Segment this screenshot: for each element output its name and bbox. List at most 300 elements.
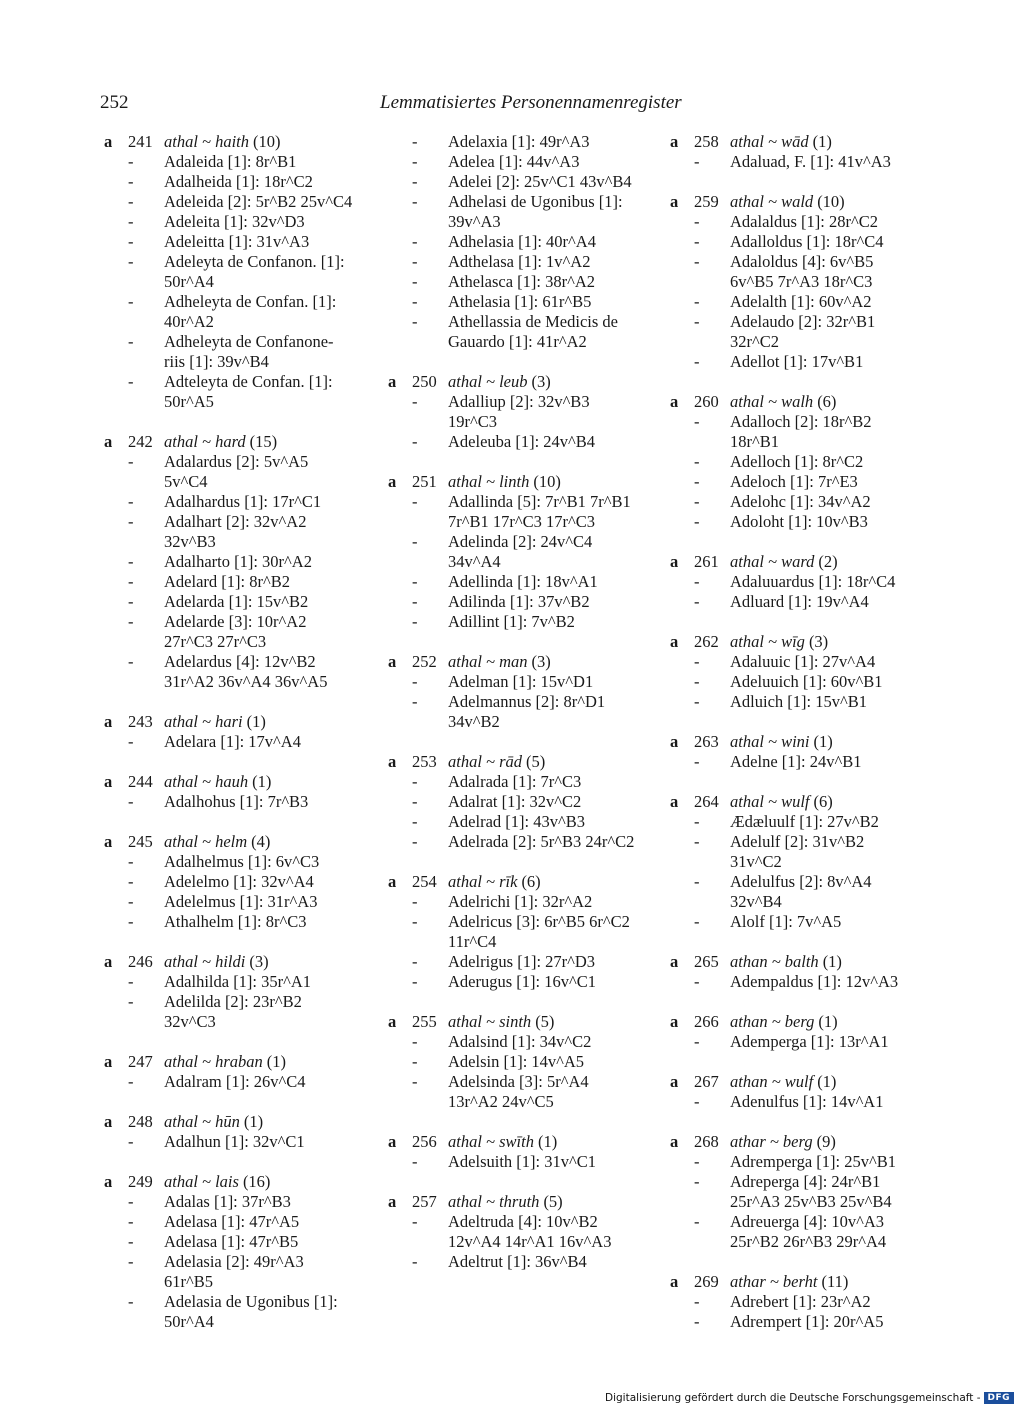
form-text: Adhelasi de Ugonibus [1]: 39v^A3 — [448, 192, 623, 231]
entry-number: 266 — [694, 1012, 719, 1031]
entry-mark: a — [670, 792, 679, 811]
name-form — [388, 792, 638, 812]
form-text: Alolf [1]: 7v^A5 — [730, 912, 842, 931]
entry-number: 250 — [412, 372, 437, 391]
form-dash: - — [694, 1092, 700, 1111]
form-text: Adilinda [1]: 37v^B2 — [448, 592, 590, 611]
form-dash: - — [128, 1252, 134, 1271]
entry-heading — [104, 952, 354, 972]
form-text: Adalloldus [1]: 18r^C4 — [730, 232, 884, 251]
name-form — [670, 232, 920, 252]
index-entry — [104, 1172, 354, 1332]
form-dash: - — [694, 152, 700, 171]
entry-heading — [670, 1272, 920, 1292]
entry-count: (1) — [246, 712, 266, 731]
entry-lemma: athal ~ walh — [730, 392, 814, 411]
form-dash: - — [694, 872, 700, 891]
form-text: Adheleyta de Confan. [1]: 40r^A2 — [164, 292, 337, 331]
form-dash: - — [128, 152, 134, 171]
entry-count: (10) — [253, 132, 281, 151]
index-entry — [670, 552, 920, 612]
index-entry — [670, 792, 920, 932]
index-entry — [388, 872, 638, 992]
entry-number: 255 — [412, 1012, 437, 1031]
form-text: Adillint [1]: 7v^B2 — [448, 612, 575, 631]
form-text: Adelelmus [1]: 31r^A3 — [164, 892, 318, 911]
form-dash: - — [128, 852, 134, 871]
form-dash: - — [694, 1172, 700, 1191]
form-dash: - — [694, 512, 700, 531]
entry-mark: a — [388, 652, 397, 671]
name-form — [670, 692, 920, 712]
entry-heading — [670, 392, 920, 412]
entry-heading — [104, 1112, 354, 1132]
entry-number: 246 — [128, 952, 153, 971]
entry-count: (1) — [822, 952, 842, 971]
name-form — [670, 832, 920, 872]
form-dash: - — [694, 652, 700, 671]
name-form — [104, 372, 354, 412]
name-form — [388, 612, 638, 632]
index-entry — [670, 1012, 920, 1052]
form-text: Adrebert [1]: 23r^A2 — [730, 1292, 871, 1311]
name-form — [104, 872, 354, 892]
form-dash: - — [412, 1072, 418, 1091]
name-form — [388, 252, 638, 272]
entry-count: (5) — [543, 1192, 563, 1211]
index-entry — [104, 772, 354, 812]
entry-lemma: athal ~ wini — [730, 732, 810, 751]
form-text: Adalheida [1]: 18r^C2 — [164, 172, 313, 191]
form-dash: - — [128, 972, 134, 991]
index-entry — [670, 132, 920, 172]
form-text: Adelsinda [3]: 5r^A4 13r^A2 24v^C5 — [448, 1072, 589, 1111]
form-dash: - — [128, 912, 134, 931]
form-dash: - — [694, 1032, 700, 1051]
index-entry — [388, 752, 638, 852]
form-text: Ademperga [1]: 13r^A1 — [730, 1032, 889, 1051]
form-text: Adeluuich [1]: 60v^B1 — [730, 672, 883, 691]
form-text: Adalaldus [1]: 28r^C2 — [730, 212, 878, 231]
form-text: Adhelasia [1]: 40r^A4 — [448, 232, 596, 251]
entry-count: (3) — [531, 652, 551, 671]
form-dash: - — [128, 232, 134, 251]
form-dash: - — [694, 1212, 700, 1231]
entry-lemma: athal ~ hildi — [164, 952, 246, 971]
entry-lemma: athan ~ wulf — [730, 1072, 814, 1091]
form-text: Ædæluulf [1]: 27v^B2 — [730, 812, 879, 831]
entry-count: (2) — [818, 552, 838, 571]
form-text: Adelrichi [1]: 32r^A2 — [448, 892, 593, 911]
form-dash: - — [128, 872, 134, 891]
form-text: Adaloldus [4]: 6v^B5 6v^B5 7r^A3 18r^C3 — [730, 252, 874, 291]
name-form — [388, 812, 638, 832]
form-text: Adellinda [1]: 18v^A1 — [448, 572, 598, 591]
name-form — [388, 912, 638, 952]
entry-number: 265 — [694, 952, 719, 971]
name-form — [670, 1152, 920, 1172]
form-dash: - — [128, 792, 134, 811]
entry-number: 241 — [128, 132, 153, 151]
name-form — [104, 572, 354, 592]
form-text: Adalas [1]: 37r^B3 — [164, 1192, 291, 1211]
form-dash: - — [412, 392, 418, 411]
entry-lemma: athal ~ wulf — [730, 792, 810, 811]
form-dash: - — [694, 592, 700, 611]
entry-number: 256 — [412, 1132, 437, 1151]
name-form — [104, 212, 354, 232]
form-text: Adluich [1]: 15v^B1 — [730, 692, 867, 711]
form-dash: - — [412, 812, 418, 831]
name-form — [388, 1032, 638, 1052]
entry-heading — [670, 552, 920, 572]
form-dash: - — [128, 1072, 134, 1091]
form-dash: - — [694, 972, 700, 991]
form-dash: - — [128, 192, 134, 211]
index-entry — [104, 712, 354, 752]
name-form — [388, 132, 638, 152]
form-text: Adelne [1]: 24v^B1 — [730, 752, 862, 771]
name-form — [388, 392, 638, 432]
entry-lemma: athal ~ helm — [164, 832, 248, 851]
form-dash: - — [412, 1032, 418, 1051]
entry-heading — [670, 732, 920, 752]
form-dash: - — [412, 952, 418, 971]
form-text: Adelmannus [2]: 8r^D1 34v^B2 — [448, 692, 606, 731]
name-form — [104, 612, 354, 652]
name-form — [104, 1252, 354, 1292]
form-dash: - — [412, 272, 418, 291]
entry-number: 263 — [694, 732, 719, 751]
entry-count: (6) — [813, 792, 833, 811]
form-dash: - — [412, 892, 418, 911]
name-form — [104, 992, 354, 1032]
entry-heading — [670, 132, 920, 152]
name-form — [670, 872, 920, 912]
index-entry — [104, 1112, 354, 1152]
entry-lemma: athal ~ hari — [164, 712, 243, 731]
name-form — [670, 252, 920, 292]
name-form — [104, 512, 354, 552]
form-text: Adelohc [1]: 34v^A2 — [730, 492, 871, 511]
form-text: Adeleuba [1]: 24v^B4 — [448, 432, 596, 451]
index-column-2 — [388, 132, 638, 1292]
entry-mark: a — [670, 632, 679, 651]
entry-lemma: athal ~ rīk — [448, 872, 518, 891]
name-form — [104, 152, 354, 172]
form-text: Adaluuic [1]: 27v^A4 — [730, 652, 876, 671]
form-dash: - — [412, 1252, 418, 1271]
entry-lemma: athal ~ wīg — [730, 632, 805, 651]
entry-mark: a — [670, 392, 679, 411]
name-form — [388, 1152, 638, 1172]
entry-number: 245 — [128, 832, 153, 851]
entry-lemma: athal ~ ward — [730, 552, 815, 571]
form-dash: - — [412, 592, 418, 611]
entry-number: 269 — [694, 1272, 719, 1291]
name-form — [388, 692, 638, 732]
form-dash: - — [694, 1152, 700, 1171]
entry-mark: a — [388, 472, 397, 491]
entry-lemma: athal ~ lais — [164, 1172, 239, 1191]
form-dash: - — [412, 612, 418, 631]
name-form — [388, 152, 638, 172]
form-text: Adeltrut [1]: 36v^B4 — [448, 1252, 587, 1271]
name-form — [104, 192, 354, 212]
entry-number: 249 — [128, 1172, 153, 1191]
entry-number: 259 — [694, 192, 719, 211]
index-entry — [104, 1052, 354, 1092]
name-form — [388, 1212, 638, 1252]
form-text: Adelsin [1]: 14v^A5 — [448, 1052, 585, 1071]
page-number: 252 — [100, 92, 129, 113]
index-entry — [670, 732, 920, 772]
form-text: Adelinda [2]: 24v^C4 34v^A4 — [448, 532, 593, 571]
entry-heading — [104, 832, 354, 852]
name-form — [388, 572, 638, 592]
name-form — [104, 1072, 354, 1092]
entry-count: (10) — [817, 192, 845, 211]
form-text: Adeleita [1]: 32v^D3 — [164, 212, 305, 231]
name-form — [104, 792, 354, 812]
name-form — [670, 152, 920, 172]
name-form — [104, 652, 354, 692]
name-form — [104, 252, 354, 292]
form-dash: - — [694, 912, 700, 931]
index-entry — [388, 1012, 638, 1112]
index-entry — [670, 392, 920, 532]
entry-lemma: athal ~ man — [448, 652, 528, 671]
form-dash: - — [128, 572, 134, 591]
form-text: Adelulf [2]: 31v^B2 31v^C2 — [730, 832, 865, 871]
entry-heading — [104, 132, 354, 152]
form-text: Adallinda [5]: 7r^B1 7r^B1 7r^B1 17r^C3 17r^C3 — [448, 492, 631, 531]
entry-count: (9) — [816, 1132, 836, 1151]
name-form — [670, 292, 920, 312]
name-form — [670, 912, 920, 932]
form-dash: - — [412, 772, 418, 791]
form-dash: - — [128, 592, 134, 611]
entry-count: (1) — [812, 132, 832, 151]
entry-lemma: athar ~ berht — [730, 1272, 818, 1291]
form-dash: - — [694, 692, 700, 711]
name-form — [104, 492, 354, 512]
form-dash: - — [412, 432, 418, 451]
form-text: Aderugus [1]: 16v^C1 — [448, 972, 596, 991]
entry-mark: a — [104, 132, 113, 151]
entry-mark: a — [388, 372, 397, 391]
form-dash: - — [128, 1212, 134, 1231]
form-text: Adelasa [1]: 47r^B5 — [164, 1232, 299, 1251]
entry-number: 258 — [694, 132, 719, 151]
entry-number: 267 — [694, 1072, 719, 1091]
entry-mark: a — [670, 1012, 679, 1031]
form-dash: - — [694, 292, 700, 311]
index-entry — [388, 472, 638, 632]
form-text: Adalrada [1]: 7r^C3 — [448, 772, 582, 791]
footer-text: Digitalisierung gefördert durch die Deutsche Forschungsgemeinschaft - — [605, 1392, 981, 1404]
entry-lemma: athal ~ hard — [164, 432, 246, 451]
form-dash: - — [412, 232, 418, 251]
form-dash: - — [694, 752, 700, 771]
form-text: Adelrad [1]: 43v^B3 — [448, 812, 585, 831]
form-dash: - — [412, 492, 418, 511]
name-form — [670, 752, 920, 772]
entry-count: (3) — [249, 952, 269, 971]
name-form — [104, 892, 354, 912]
index-entry — [104, 952, 354, 1032]
form-dash: - — [694, 1312, 700, 1331]
form-text: Adreuerga [4]: 10v^A3 25r^B2 26r^B3 29r^A4 — [730, 1212, 887, 1251]
form-text: Adelloch [1]: 8r^C2 — [730, 452, 864, 471]
entry-heading — [104, 1052, 354, 1072]
form-text: Athellassia de Medicis de Gauardo [1]: 41r^A2 — [448, 312, 618, 351]
name-form — [104, 172, 354, 192]
name-form — [670, 472, 920, 492]
form-text: Adelea [1]: 44v^A3 — [448, 152, 580, 171]
entry-number: 257 — [412, 1192, 437, 1211]
entry-heading — [388, 752, 638, 772]
entry-count: (4) — [251, 832, 271, 851]
form-dash: - — [128, 732, 134, 751]
index-entry — [670, 192, 920, 372]
form-dash: - — [694, 672, 700, 691]
form-text: Adelilda [2]: 23r^B2 32v^C3 — [164, 992, 302, 1031]
form-dash: - — [412, 1212, 418, 1231]
dfg-footer — [605, 1392, 1014, 1404]
name-form — [388, 1072, 638, 1112]
name-form — [104, 912, 354, 932]
form-text: Adempaldus [1]: 12v^A3 — [730, 972, 899, 991]
entry-lemma: athal ~ hūn — [164, 1112, 240, 1131]
entry-mark: a — [388, 752, 397, 771]
entry-mark: a — [104, 952, 113, 971]
form-text: Adaluuardus [1]: 18r^C4 — [730, 572, 896, 591]
name-form — [670, 812, 920, 832]
form-dash: - — [694, 212, 700, 231]
form-text: Athelasca [1]: 38r^A2 — [448, 272, 596, 291]
name-form — [670, 1172, 920, 1212]
index-entry — [388, 1192, 638, 1272]
name-form — [388, 1252, 638, 1272]
entry-number: 268 — [694, 1132, 719, 1151]
entry-mark: a — [670, 1272, 679, 1291]
form-text: Adalram [1]: 26v^C4 — [164, 1072, 306, 1091]
entry-lemma: athan ~ balth — [730, 952, 819, 971]
form-dash: - — [412, 792, 418, 811]
form-text: Adelulfus [2]: 8v^A4 32v^B4 — [730, 872, 872, 911]
name-form — [104, 292, 354, 332]
form-text: Adelasia [2]: 49r^A3 61r^B5 — [164, 1252, 304, 1291]
entry-number: 242 — [128, 432, 153, 451]
name-form — [388, 312, 638, 352]
name-form — [104, 1212, 354, 1232]
name-form — [388, 672, 638, 692]
entry-lemma: athan ~ berg — [730, 1012, 815, 1031]
index-column-3 — [670, 132, 920, 1352]
form-dash: - — [128, 552, 134, 571]
form-dash: - — [412, 132, 418, 151]
entry-heading — [104, 772, 354, 792]
form-text: Adelaudo [2]: 32r^B1 32r^C2 — [730, 312, 876, 351]
entry-number: 248 — [128, 1112, 153, 1131]
form-text: Adelsuith [1]: 31v^C1 — [448, 1152, 596, 1171]
entry-number: 243 — [128, 712, 153, 731]
entry-lemma: athal ~ thruth — [448, 1192, 540, 1211]
form-text: Adalliup [2]: 32v^B3 19r^C3 — [448, 392, 590, 431]
form-dash: - — [128, 1192, 134, 1211]
form-text: Adeltruda [4]: 10v^B2 12v^A4 14r^A1 16v^A3 — [448, 1212, 612, 1251]
name-form — [670, 452, 920, 472]
name-form — [388, 972, 638, 992]
form-text: Adenulfus [1]: 14v^A1 — [730, 1092, 884, 1111]
entry-mark: a — [104, 832, 113, 851]
entry-number: 244 — [128, 772, 153, 791]
index-entry — [388, 652, 638, 732]
entry-lemma: athal ~ linth — [448, 472, 530, 491]
entry-mark: a — [388, 1132, 397, 1151]
index-entry — [670, 632, 920, 712]
name-form — [104, 1192, 354, 1212]
entry-mark: a — [670, 132, 679, 151]
form-text: Adellot [1]: 17v^B1 — [730, 352, 864, 371]
entry-heading — [104, 432, 354, 452]
form-dash: - — [694, 232, 700, 251]
form-text: Adrempert [1]: 20r^A5 — [730, 1312, 884, 1331]
entry-mark: a — [670, 1132, 679, 1151]
index-entry — [388, 372, 638, 452]
entry-heading — [670, 1072, 920, 1092]
name-form — [670, 1092, 920, 1112]
form-dash: - — [694, 352, 700, 371]
name-form — [388, 192, 638, 232]
form-text: Athalhelm [1]: 8r^C3 — [164, 912, 307, 931]
index-entry — [670, 952, 920, 992]
name-form — [104, 332, 354, 372]
entry-count: (6) — [521, 872, 541, 891]
entry-lemma: athal ~ hraban — [164, 1052, 263, 1071]
entry-mark: a — [670, 552, 679, 571]
form-dash: - — [128, 452, 134, 471]
name-form — [388, 952, 638, 972]
entry-number: 252 — [412, 652, 437, 671]
form-dash: - — [128, 1132, 134, 1151]
entry-heading — [670, 632, 920, 652]
form-dash: - — [128, 612, 134, 631]
entry-count: (3) — [531, 372, 551, 391]
form-dash: - — [694, 312, 700, 331]
form-dash: - — [694, 252, 700, 271]
entry-lemma: athal ~ haith — [164, 132, 250, 151]
form-text: Adeleyta de Confanon. [1]: 50r^A4 — [164, 252, 345, 291]
form-dash: - — [128, 892, 134, 911]
name-form — [670, 492, 920, 512]
name-form — [670, 312, 920, 352]
entry-lemma: athal ~ swīth — [448, 1132, 534, 1151]
entry-heading — [670, 192, 920, 212]
name-form — [670, 1312, 920, 1332]
entry-mark: a — [104, 712, 113, 731]
name-form — [670, 512, 920, 532]
name-form — [104, 1292, 354, 1332]
entry-heading — [388, 1192, 638, 1212]
name-form — [670, 1212, 920, 1252]
entry-count: (1) — [813, 732, 833, 751]
form-dash: - — [128, 492, 134, 511]
entry-number: 251 — [412, 472, 437, 491]
name-form — [388, 892, 638, 912]
entry-count: (1) — [818, 1012, 838, 1031]
